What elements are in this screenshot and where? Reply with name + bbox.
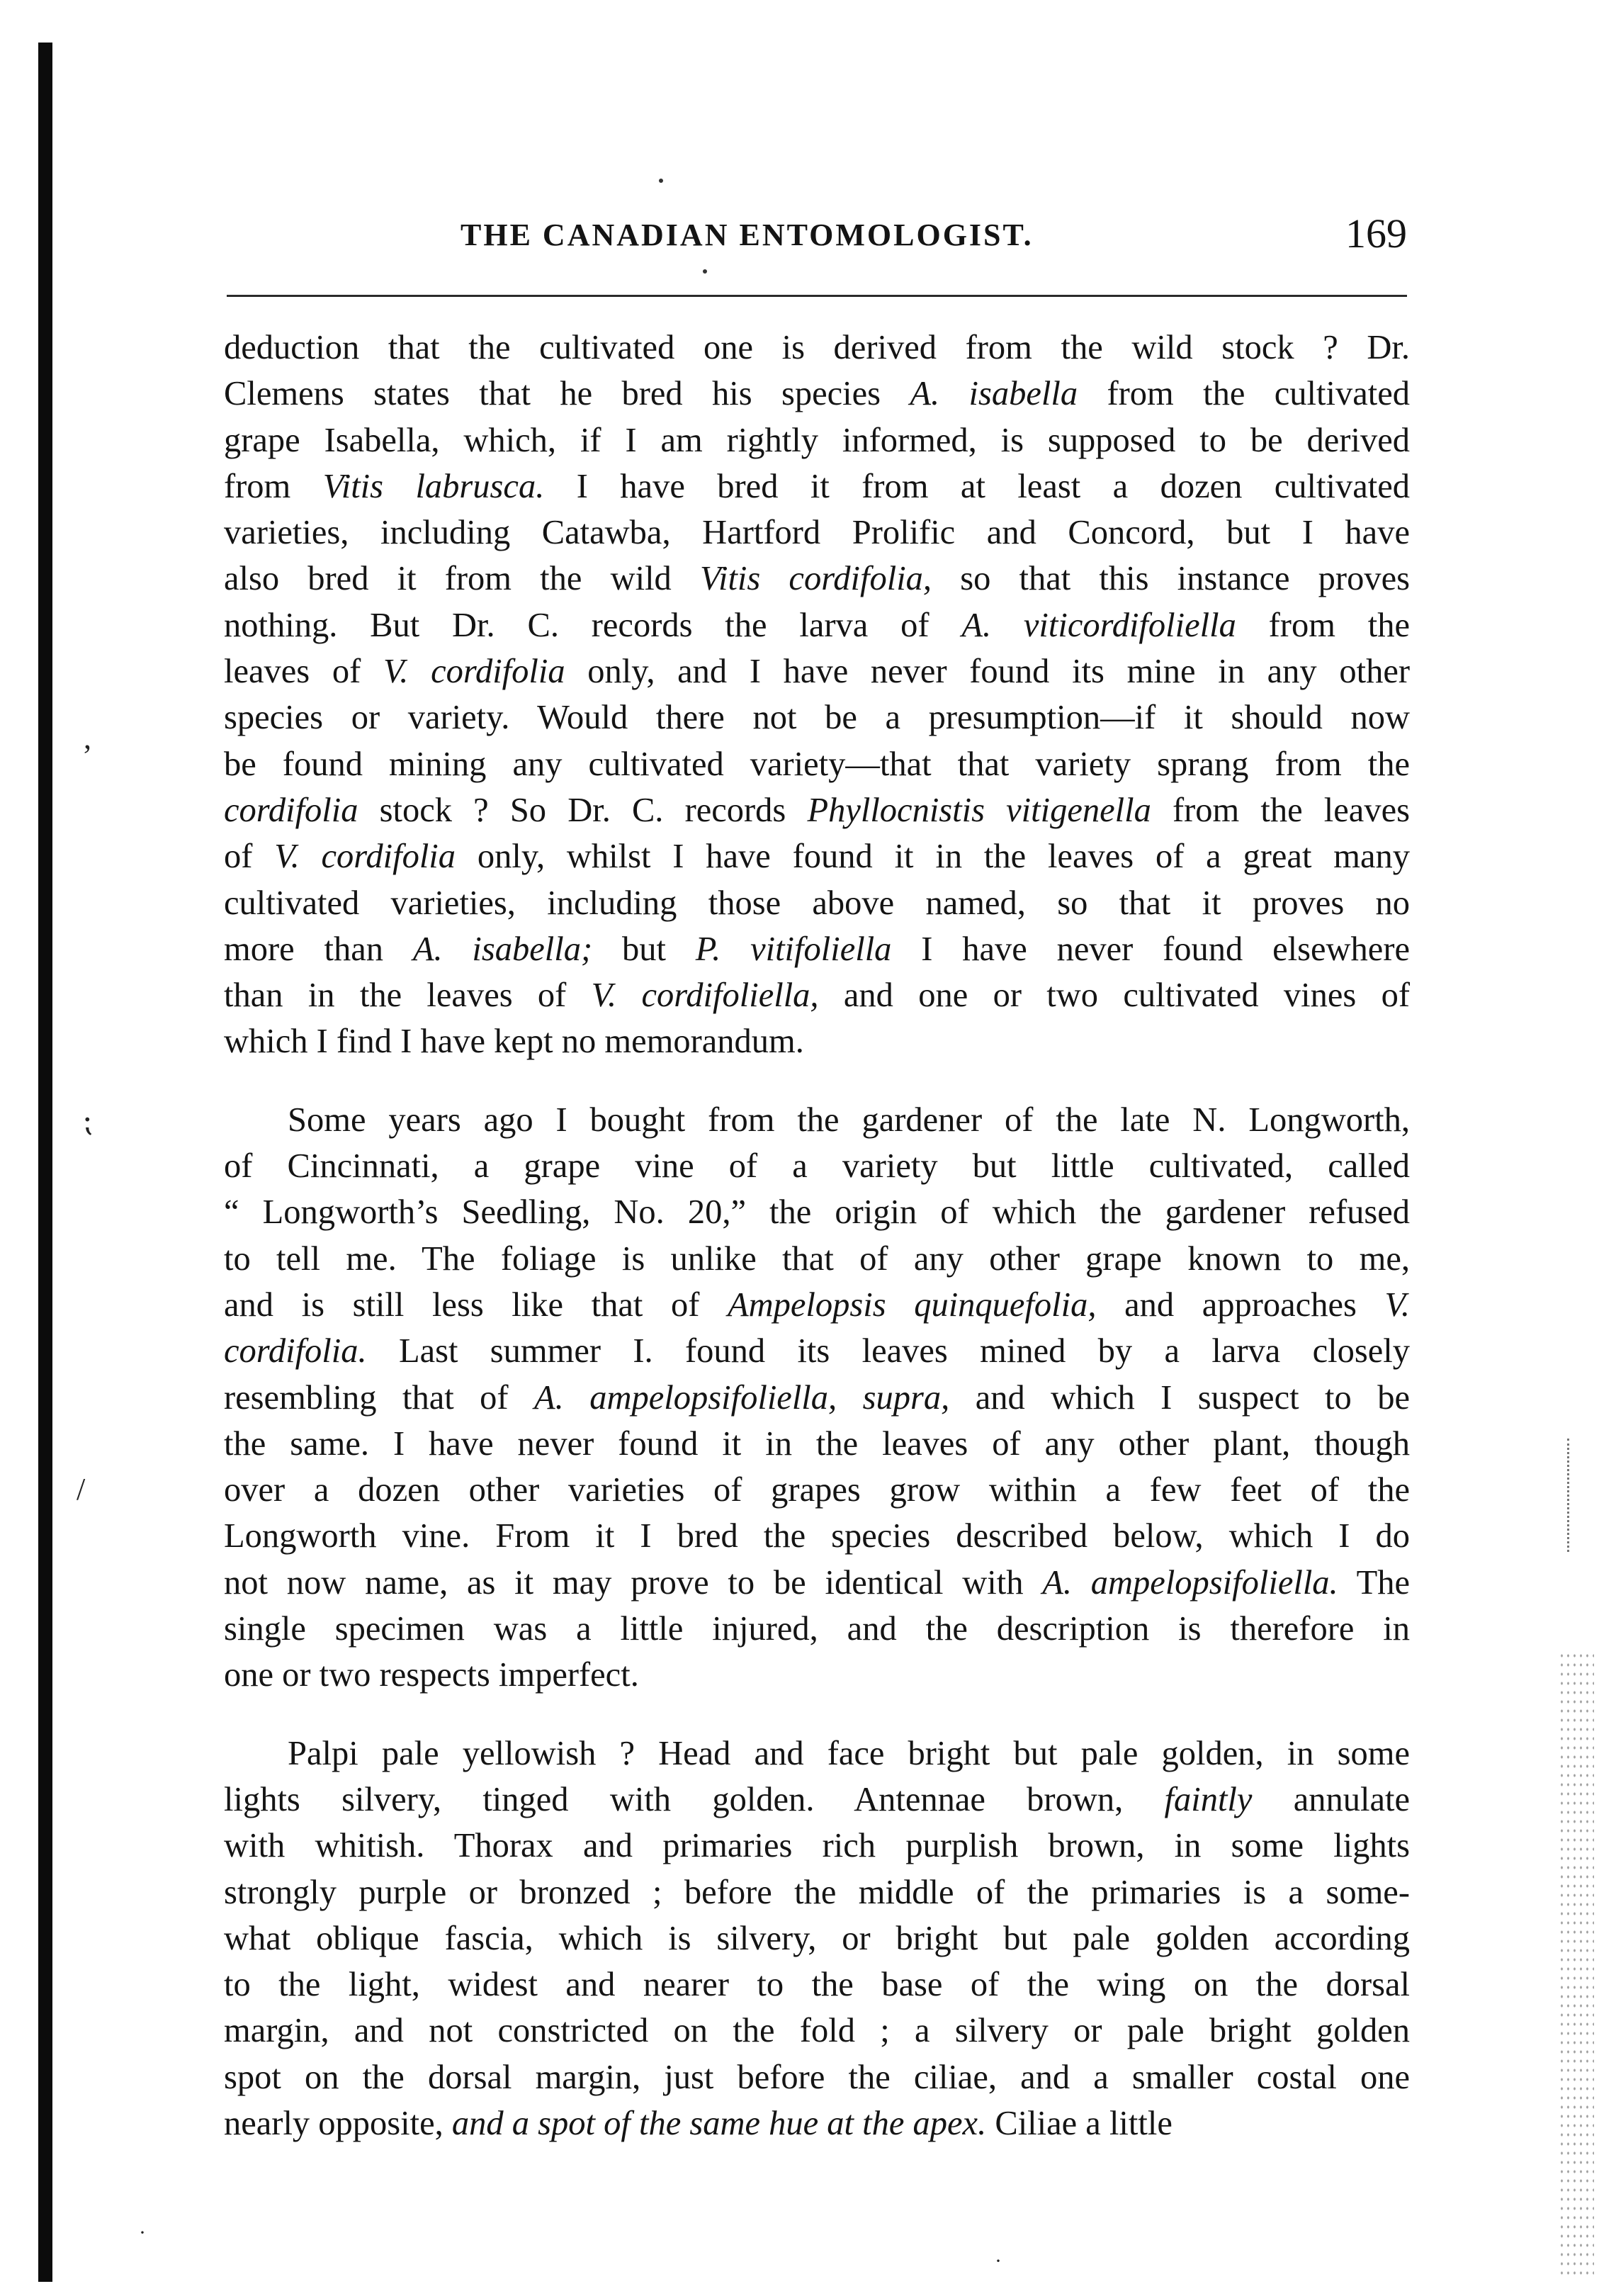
text-run: with whitish. Thorax and primaries rich purplish brown, in some lights [224, 1827, 1410, 1865]
text-line [224, 1143, 1410, 1189]
text-run: Palpi pale yellowish ? Head and face bright but pale golden, in some [288, 1734, 1410, 1772]
text-line [224, 787, 1410, 833]
italic-term: V. cordifoliella, [591, 977, 819, 1015]
scan-speck [659, 179, 663, 183]
text-run: more than [224, 930, 413, 968]
text-run: deduction that the cultivated one is derived from the wild stock ? Dr. [224, 329, 1410, 366]
italic-term: A. ampelopsifoliella, supra, [534, 1378, 950, 1417]
text-run: only, whilst I have found it in the leaves of a great many [456, 838, 1411, 876]
italic-term: V. cordifolia [383, 653, 565, 691]
text-run: and is still less like that of [224, 1285, 728, 1324]
text-run: from the leaves [1151, 791, 1410, 829]
text-run: Longworth vine. From it I bred the species described below, which I do [224, 1517, 1410, 1555]
text-line [224, 1823, 1410, 1869]
scan-mark: · [139, 2221, 146, 2244]
text-run: but [592, 930, 696, 968]
text-line [224, 2008, 1410, 2054]
italic-term: P. vitifoliella [695, 930, 892, 968]
body-text [224, 325, 1410, 2146]
italic-term: A. isabella [910, 375, 1078, 413]
text-line [224, 463, 1410, 510]
text-run: “ Longworth’s Seedling, No. 20,” the origin of which the gardener refused [224, 1193, 1410, 1232]
header-rule [227, 295, 1407, 297]
text-run: Last summer I. found its leaves mined by a larva closely [366, 1332, 1410, 1371]
text-run: of Cincinnati, a grape vine of a variety but little cultivated, called [224, 1147, 1410, 1186]
text-run: leaves of [224, 653, 383, 691]
text-run: only, and I have never found its mine in any other [565, 653, 1410, 691]
text-run: not now name, as it may prove to be identical with [224, 1563, 1043, 1602]
text-run: nothing. But Dr. C. records the larva of [224, 606, 962, 644]
text-run: which I find I have kept no memorandum. [224, 1023, 804, 1061]
text-run: I have never found elsewhere [891, 930, 1410, 968]
text-run: species or variety. Would there not be a presumption—if it should now [224, 699, 1410, 737]
text-line [224, 1328, 1410, 1374]
page-number: 169 [1345, 210, 1407, 257]
text-run: to the light, widest and nearer to the base of the wing on the dorsal [224, 1966, 1410, 2004]
text-run: resembling that of [224, 1378, 535, 1417]
italic-term: V. cordifolia [274, 838, 456, 876]
italic-term: and a spot of the same hue at the apex. [451, 2104, 987, 2142]
italic-term: cordifolia. [224, 1332, 367, 1371]
italic-term: A. viticordifoliella [961, 606, 1236, 644]
text-run: what oblique fascia, which is silvery, or bright but pale golden according [224, 1919, 1410, 1957]
text-line [224, 694, 1410, 741]
text-line [224, 1421, 1410, 1467]
text-line [224, 325, 1410, 371]
italic-term: Phyllocnistis vitigenella [807, 791, 1151, 829]
text-run: to tell me. The foliage is unlike that of any other grape known to me, [224, 1239, 1410, 1278]
scan-noise [1559, 1651, 1594, 2275]
italic-term: cordifolia [224, 791, 358, 829]
scan-mark: ⁏ [82, 1103, 93, 1138]
text-run: so that this instance proves [932, 560, 1410, 598]
text-run: and approaches [1096, 1285, 1385, 1324]
text-line [224, 602, 1410, 648]
paragraph-gap [224, 1699, 1410, 1731]
text-line [224, 1869, 1410, 1915]
text-run: also bred it from the wild [224, 560, 700, 598]
text-line [224, 1777, 1410, 1823]
text-line [224, 1467, 1410, 1513]
text-run: be found mining any cultivated variety—that that variety sprang from the [224, 745, 1410, 783]
scan-mark: · [995, 2249, 1002, 2273]
text-line [224, 2054, 1410, 2100]
text-run: from the [1236, 606, 1411, 644]
text-run: one or two respects imperfect. [224, 1656, 639, 1694]
text-run: from the cultivated [1078, 375, 1410, 413]
text-line [224, 926, 1410, 972]
text-run: and one or two cultivated vines of [818, 977, 1410, 1015]
text-run: nearly opposite, [224, 2104, 452, 2142]
text-run: stock ? So Dr. C. records [358, 791, 808, 829]
text-run: over a dozen other varieties of grapes grow within a few feet of the [224, 1471, 1410, 1509]
text-line [224, 371, 1410, 417]
italic-term: Ampelopsis quinquefolia, [727, 1285, 1097, 1324]
binding-edge [38, 43, 52, 2282]
text-line [224, 417, 1410, 463]
text-line [224, 648, 1410, 694]
text-line [224, 1236, 1410, 1282]
text-run: Ciliae a little [986, 2104, 1173, 2142]
text-line [224, 1513, 1410, 1559]
text-line [224, 1962, 1410, 2008]
text-run: cultivated varieties, including those above named, so that it proves no [224, 884, 1410, 922]
text-run: single specimen was a little injured, and the description is therefore in [224, 1610, 1410, 1648]
text-run: of [224, 838, 275, 876]
text-line [224, 1375, 1410, 1421]
text-run: margin, and not constricted on the fold ; a silvery or pale bright golden [224, 2012, 1410, 2050]
text-run: Clemens states that he bred his species [224, 375, 910, 413]
text-line [224, 1652, 1410, 1698]
scan-mark: , [84, 721, 91, 755]
text-line [224, 510, 1410, 556]
text-line [224, 1606, 1410, 1652]
italic-term: A. isabella; [412, 930, 593, 968]
running-head: THE CANADIAN ENTOMOLOGIST. [461, 218, 1034, 252]
text-line [224, 1560, 1410, 1606]
text-line [224, 556, 1410, 602]
paragraph-gap [224, 1065, 1410, 1097]
text-run: varieties, including Catawba, Hartford Prolific and Concord, but I have [224, 514, 1410, 552]
text-run: grape Isabella, which, if I am rightly informed, is supposed to be derived [224, 421, 1410, 459]
page-header [227, 210, 1407, 266]
text-line [224, 972, 1410, 1018]
italic-term: Vitis cordifolia, [699, 560, 932, 598]
text-line [224, 1282, 1410, 1328]
text-line [224, 1097, 1410, 1143]
italic-term: A. ampelopsifoliella. [1042, 1563, 1338, 1602]
text-line [224, 1915, 1410, 1962]
text-run: lights silvery, tinged with golden. Antennae brown, [224, 1780, 1165, 1818]
text-run: spot on the dorsal margin, just before the ciliae, and a smaller costal one [224, 2058, 1410, 2096]
text-line [224, 1731, 1410, 1777]
scan-speck [703, 269, 707, 274]
italic-term: Vitis labrusca. [322, 467, 545, 505]
text-line [224, 1189, 1410, 1235]
text-line [224, 2100, 1410, 2146]
text-line [224, 880, 1410, 926]
text-run: the same. I have never found it in the leaves of any other plant, though [224, 1424, 1410, 1463]
scan-mark: / [77, 1472, 86, 1507]
text-line [224, 1018, 1410, 1064]
scan-noise [1567, 1439, 1581, 1552]
text-line [224, 741, 1410, 787]
text-run: I have bred it from at least a dozen cultivated [544, 467, 1411, 505]
text-run: The [1338, 1563, 1410, 1602]
italic-term: faintly [1164, 1780, 1253, 1818]
text-run: Some years ago I bought from the gardener of the late N. Longworth, [288, 1101, 1410, 1139]
text-run: than in the leaves of [224, 977, 592, 1015]
text-line [224, 833, 1410, 879]
text-run: from [224, 467, 323, 505]
text-run: and which I suspect to be [949, 1378, 1410, 1417]
text-run: strongly purple or bronzed ; before the middle of the primaries is a some- [224, 1873, 1410, 1911]
italic-term: V. [1384, 1285, 1410, 1324]
text-run: annulate [1252, 1780, 1410, 1818]
